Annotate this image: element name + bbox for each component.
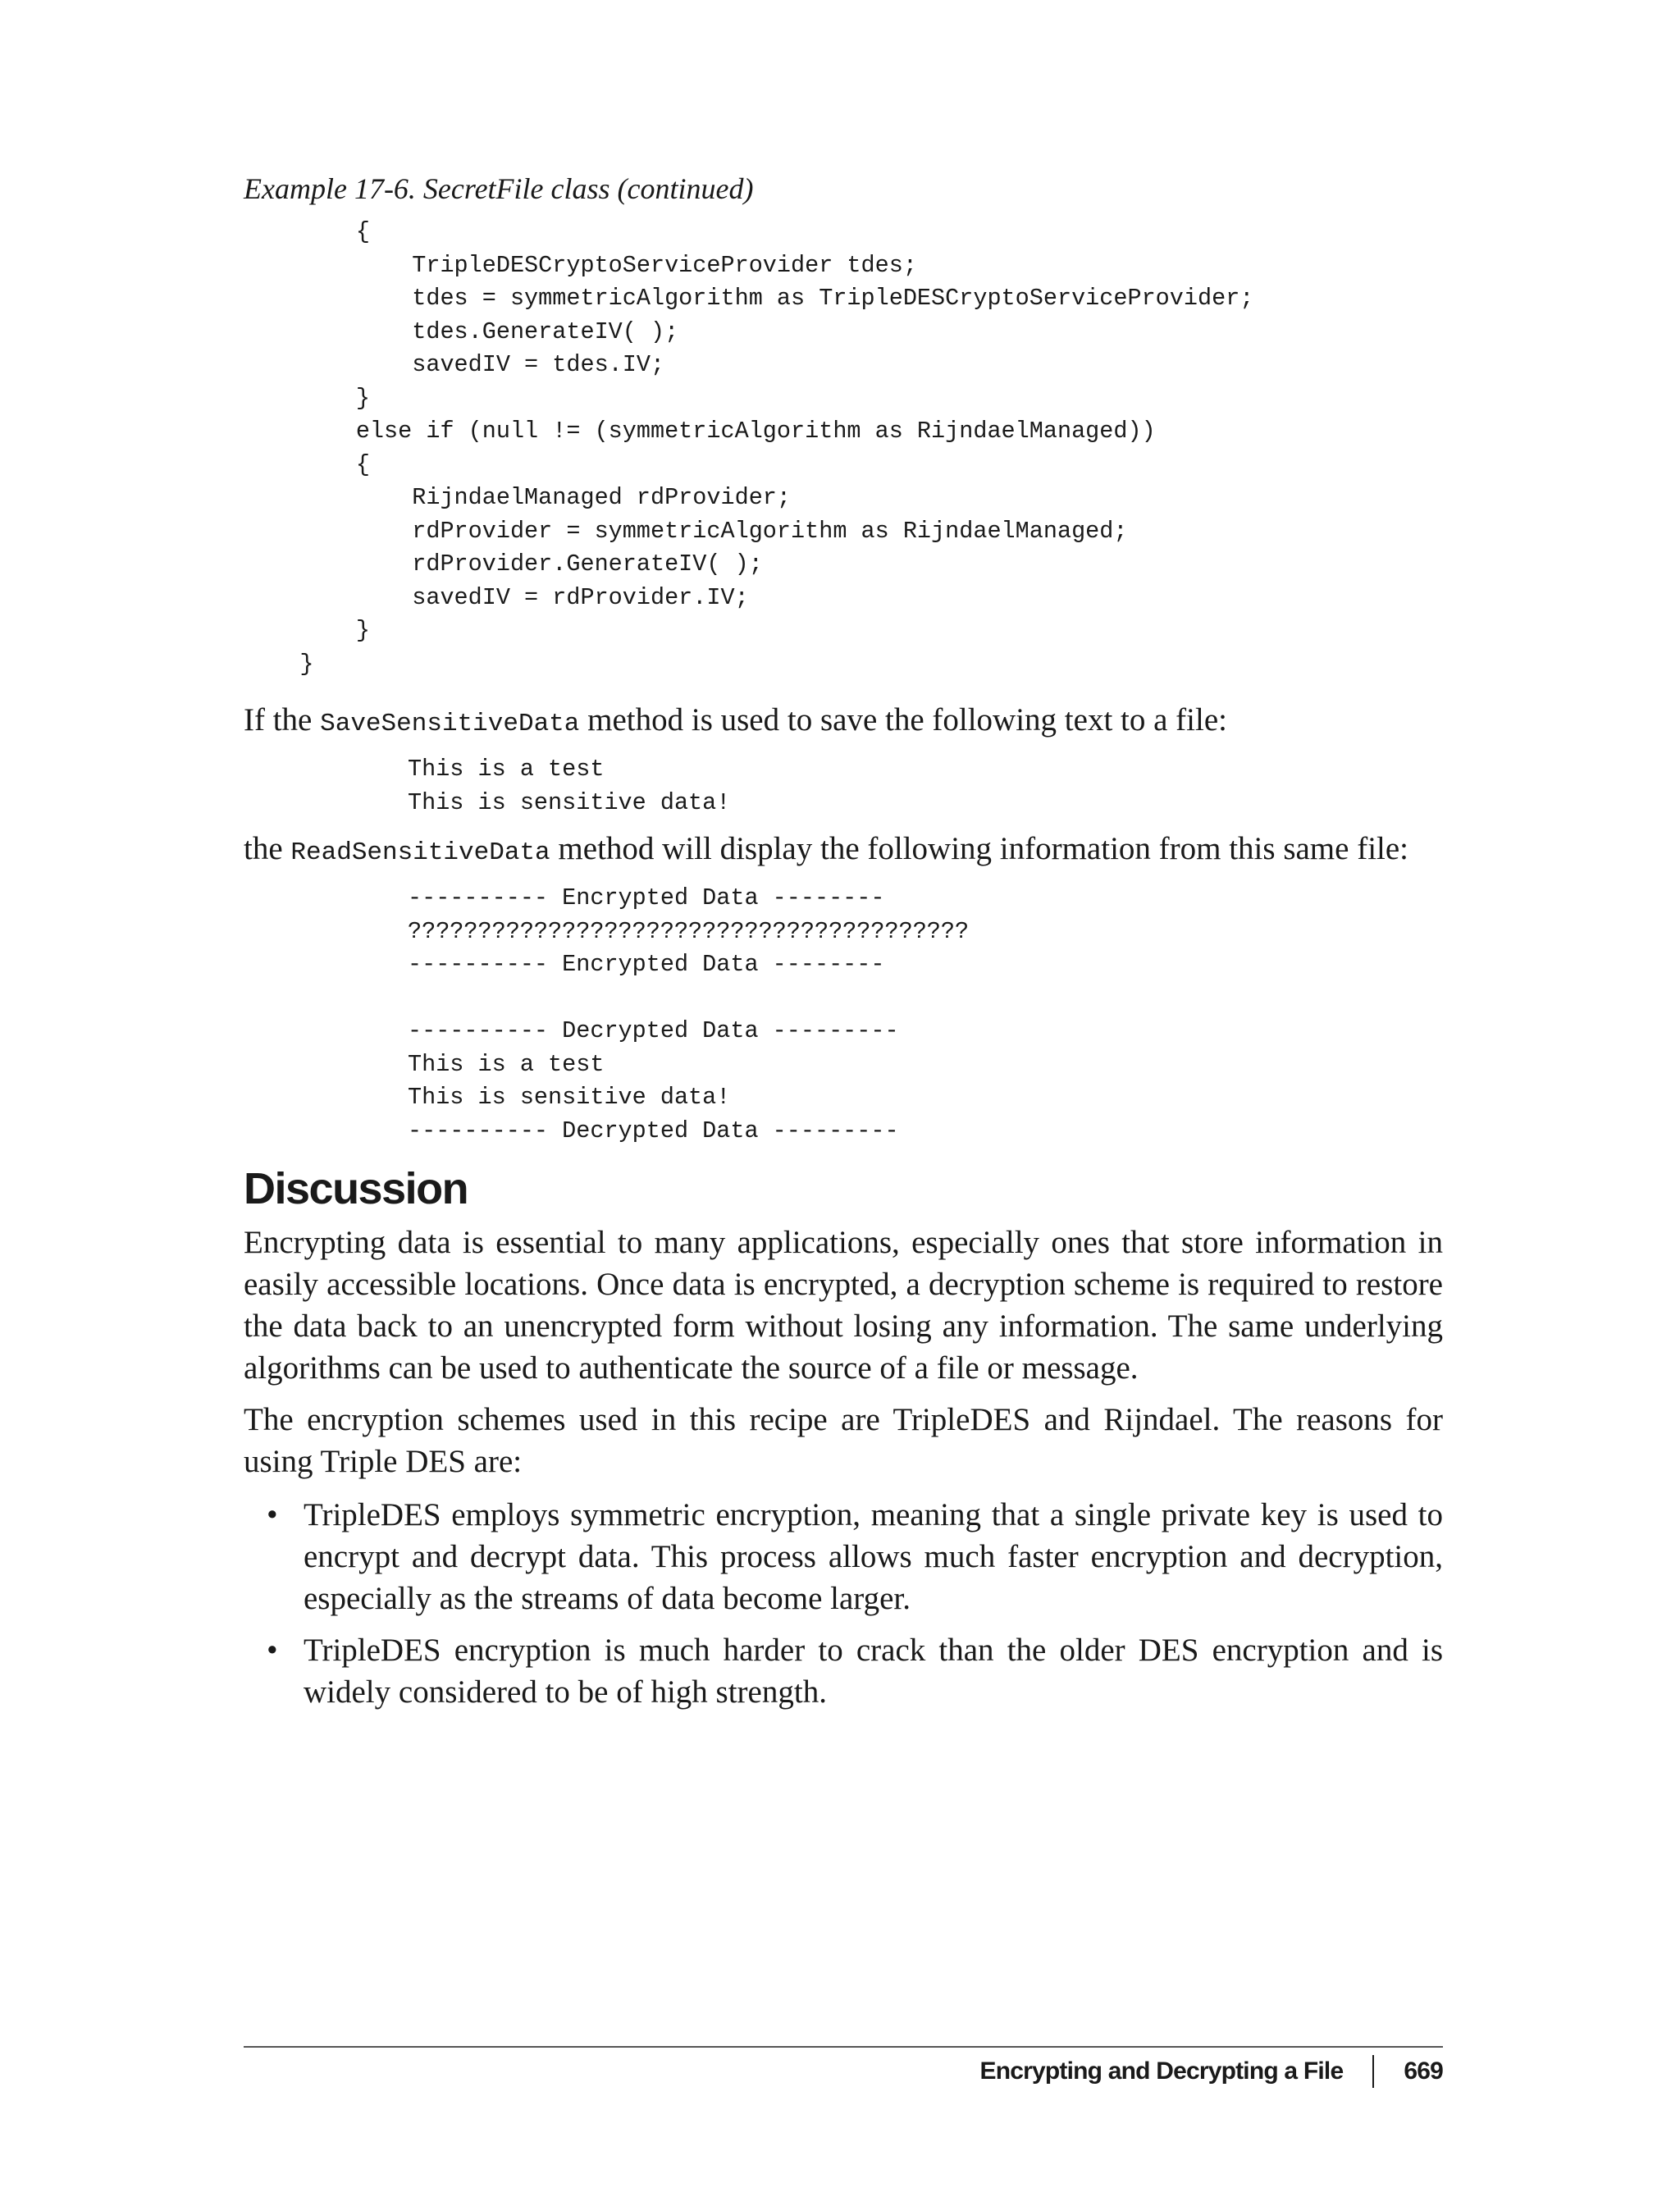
code-block-main: { TripleDESCryptoServiceProvider tdes; tdes = symmetricAlgorithm as TripleDESCryptoServiceProvider; tdes.GenerateIV( ); savedIV = tdes.IV; } else if (null != (symmetricAlgorithm as RijndaelManaged)) { RijndaelManaged rdProvider; rdProvider = symmetricAlgorithm as RijndaelManaged; rdProvider.GenerateIV( ); savedIV = rdProvider.IV; } } (299, 218, 1254, 678)
paragraph-save: If the SaveSensitiveData method is used to save the following text to a file: (244, 702, 1227, 738)
section-heading: Discussion (244, 1164, 468, 1213)
footer-separator (1372, 2055, 1374, 2088)
bullet-icon: • (267, 1497, 278, 1532)
page-number: 669 (1404, 2058, 1443, 2085)
footer-divider (244, 2046, 1443, 2048)
code-block-output: ---------- Encrypted Data -------- ???????????????????????????????????????? ---------- Encrypted Data -------- ---------- Decrypted Data --------- This is a test This is sensitive data! ---------- Decrypted Data --------- (408, 884, 970, 1144)
page-footer (980, 2051, 1443, 2092)
paragraph-read: the ReadSensitiveData method will display the following information from this same file: (244, 831, 1409, 867)
code-block-input: This is a test This is sensitive data! (408, 756, 731, 816)
list-item: • TripleDES employs symmetric encryption, meaning that a single private key is used to encrypt and decrypt data. This process allows much faster encryption and decryption, especially as the streams of data become larger. (244, 1494, 1443, 1619)
list-item: • TripleDES encryption is much harder to crack than the older DES encryption and is widely considered to be of high strength. (244, 1629, 1443, 1713)
paragraph-discussion: Encrypting data is essential to many applications, especially ones that store information in easily accessible locations. Once data is encrypted, a decryption scheme is required to restore the data back to an unencrypted form without losing any information. The same underlying algorithms can be used to authenticate the source of a file or message. (244, 1225, 1443, 1386)
footer-section-title: Encrypting and Decrypting a File (979, 2058, 1344, 2085)
example-caption: Example 17-6. SecretFile class (continued) (244, 172, 754, 205)
paragraph-schemes: The encryption schemes used in this recipe are TripleDES and Rijndael. The reasons for using Triple DES are: (244, 1402, 1443, 1479)
inline-code-read-method: ReadSensitiveData (290, 838, 550, 867)
reasons-list (244, 1494, 1443, 1713)
inline-code-save-method: SaveSensitiveData (320, 710, 580, 738)
page-content (244, 168, 1443, 1713)
bullet-icon: • (267, 1633, 278, 1668)
